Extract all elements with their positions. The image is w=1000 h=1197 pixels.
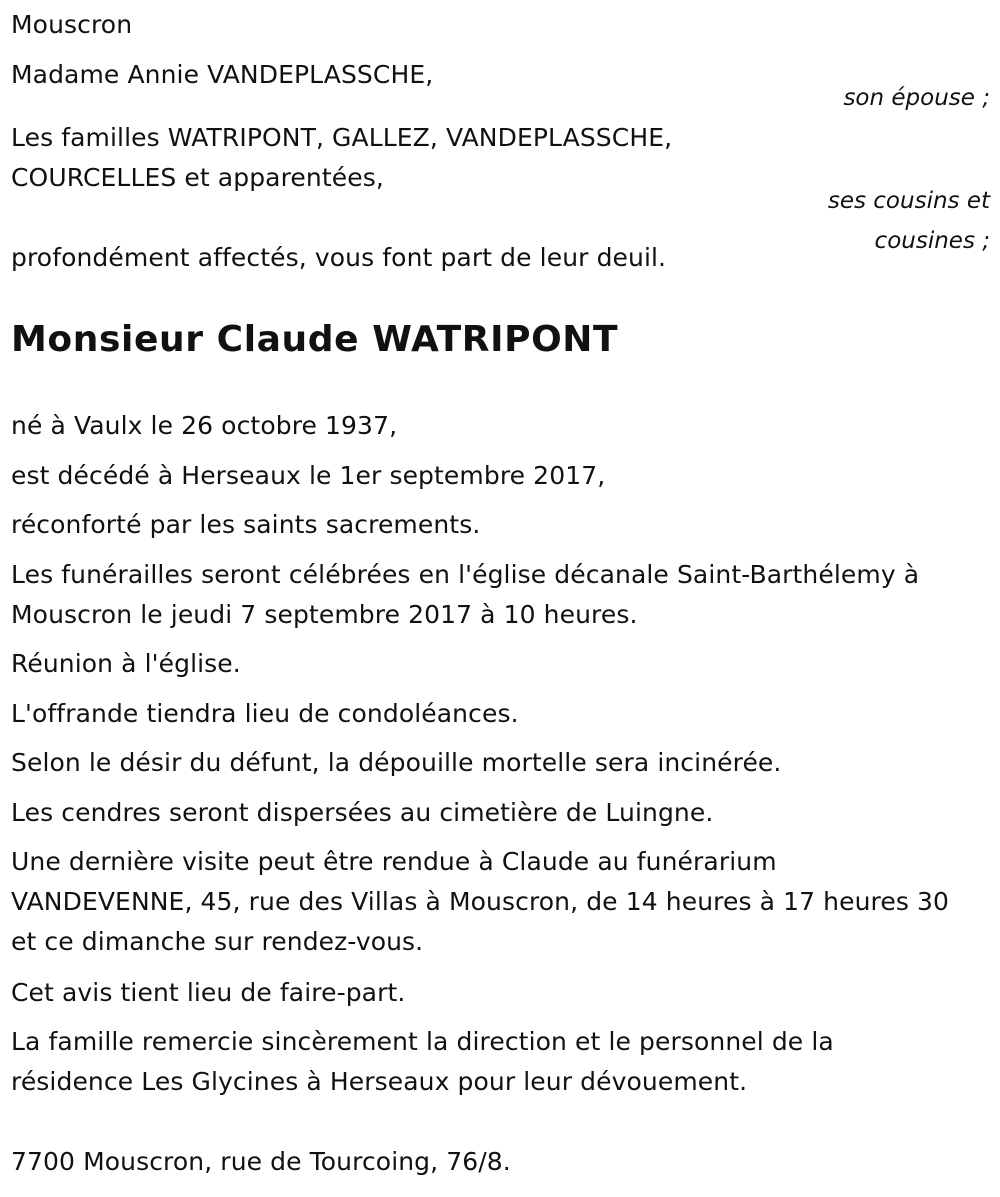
families-line-1: Les familles WATRIPONT, GALLEZ, VANDEPLASSCHE, [11,123,673,152]
meeting-info: Réunion à l'église. [11,649,241,678]
ashes-info: Les cendres seront dispersées au cimetière de Luingne. [11,798,714,827]
funeral-line-2: Mouscron le jeudi 7 septembre 2017 à 10 heures. [11,600,638,629]
death-info: est décédé à Herseaux le 1er septembre 2017, [11,461,606,490]
deceased-name: Monsieur Claude WATRIPONT [11,319,619,360]
notice-info: Cet avis tient lieu de faire-part. [11,978,406,1007]
cremation-info: Selon le désir du défunt, la dépouille mortelle sera incinérée. [11,748,782,777]
family-address: 7700 Mouscron, rue de Tourcoing, 76/8. [11,1147,511,1176]
city-heading: Mouscron [11,10,133,39]
visit-line-2: VANDEVENNE, 45, rue des Villas à Mouscron, de 14 heures à 17 heures 30 [11,887,950,916]
visit-line-1: Une dernière visite peut être rendue à Claude au funérarium [11,847,777,876]
funeral-line-1: Les funérailles seront célébrées en l'église décanale Saint-Barthélemy à [11,560,920,589]
offering-info: L'offrande tiendra lieu de condoléances. [11,699,519,728]
visit-line-3: et ce dimanche sur rendez-vous. [11,927,424,956]
announcement-text: profondément affectés, vous font part de leur deuil. [11,243,667,272]
birth-info: né à Vaulx le 26 octobre 1937, [11,411,398,440]
thanks-line-2: résidence Les Glycines à Herseaux pour leur dévouement. [11,1067,748,1096]
spouse-role: son épouse ; [843,85,990,111]
families-role-line-2: cousines ; [874,228,990,254]
families-role-line-1: ses cousins et [827,188,990,214]
thanks-line-1: La famille remercie sincèrement la direction et le personnel de la [11,1027,834,1056]
spouse-name: Madame Annie VANDEPLASSCHE, [11,60,434,89]
families-line-2: COURCELLES et apparentées, [11,163,384,192]
sacraments-info: réconforté par les saints sacrements. [11,510,481,539]
